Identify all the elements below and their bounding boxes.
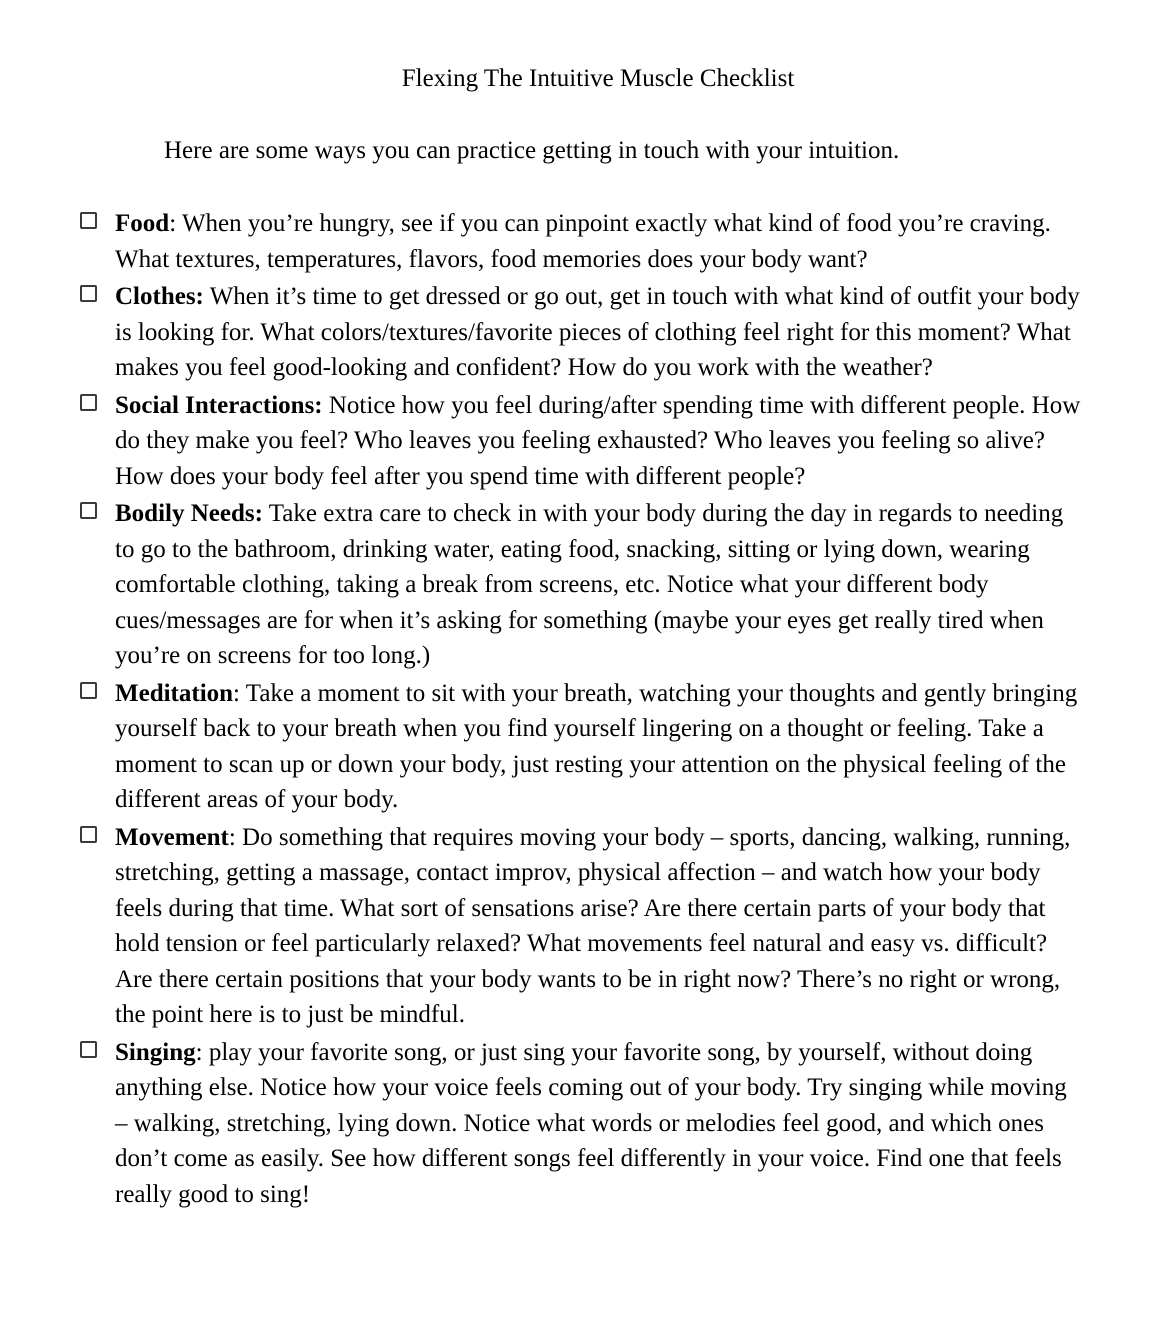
checklist-item-text [115,1035,1085,1213]
checkbox[interactable] [80,502,97,519]
checkbox[interactable] [80,1041,97,1058]
checklist-item-text [115,279,1085,386]
item-description: Do something that requires moving your body – sports, dancing, walking, running, stretching, getting a massage, contact improv, physical affection – and watch how your body feels during that time. What sort of sensations arise? Are there certain parts of your body that hold tension or feel particularly relaxed? What movements feel natural and easy vs. difficult? Are there certain positions that your body wants to be in right now? There’s no right or wrong, the point here is to just be mindful. [115,823,1071,1028]
checklist-item-social-interactions [0,388,1164,495]
item-separator: : [233,679,246,707]
item-title: Meditation [115,679,234,707]
item-separator: : [228,823,243,851]
checklist-item-meditation [0,676,1164,818]
checklist-item-bodily-needs [0,496,1164,674]
item-title: Singing [115,1038,196,1066]
checklist-item-clothes [0,279,1164,386]
checkbox[interactable] [80,826,97,843]
checkbox[interactable] [80,682,97,699]
checkbox[interactable] [80,285,97,302]
item-title: Clothes: [115,283,204,310]
item-description: Take a moment to sit with your breath, watching your thoughts and gently bringing yourself back to your breath when you find yourself lingering on a thought or feeling. Take a moment to scan up or down your body, just resting your attention on the physical feeling of the different areas of your body. [115,679,1078,813]
checklist-item-food [0,206,1164,277]
item-description: Take extra care to check in with your body during the day in regards to needing to go to the bathroom, drinking water, eating food, snacking, sitting or lying down, wearing comfortable clothing, taking a break from screens, etc. Notice what your different body cues/messages are for when it’s asking for something (maybe your eyes get really tired when you’re on screens for too long.) [115,500,1064,669]
checklist-item-text [115,820,1085,1033]
checklist-item-movement [0,820,1164,1033]
checklist [0,206,1164,1214]
item-description: When you’re hungry, see if you can pinpoint exactly what kind of food you’re craving. What textures, temperatures, flavors, food memories does your body want? [115,210,1051,273]
intro-paragraph: Here are some ways you can practice getting in touch with your intuition. [164,137,900,164]
checklist-item-text [115,496,1085,674]
item-description: When it’s time to get dressed or go out, get in touch with what kind of outfit your body is looking for. What colors/textures/favorite pieces of clothing feel right for this moment? What makes you feel good-looking and confident? How do you work with the weather? [115,283,1080,381]
checkbox[interactable] [80,394,97,411]
item-title: Bodily Needs: [115,500,263,527]
item-description: play your favorite song, or just sing your favorite song, by yourself, without doing anything else. Notice how your voice feels coming out of your body. Try singing while moving – walking, stretching, lying down. Notice what words or melodies feel good, and which ones don’t come as easily. See how different songs feel differently in your voice. Find one that feels really good to sing! [115,1038,1067,1208]
item-title: Movement [115,823,229,851]
checklist-item-singing [0,1035,1164,1213]
item-title: Food [115,210,170,237]
item-separator: : [169,210,182,237]
item-title: Social Interactions: [115,391,323,419]
item-description: Notice how you feel during/after spending time with different people. How do they make you feel? Who leaves you feeling exhausted? Who leaves you feeling so alive? How does your body feel after you spend time with different people? [115,391,1081,490]
checklist-item-text [115,676,1085,818]
checklist-item-text [115,388,1085,495]
checklist-item-text [115,206,1085,277]
item-separator: : [195,1038,209,1066]
document-title: Flexing The Intuitive Muscle Checklist [401,65,795,92]
checkbox[interactable] [80,212,97,229]
